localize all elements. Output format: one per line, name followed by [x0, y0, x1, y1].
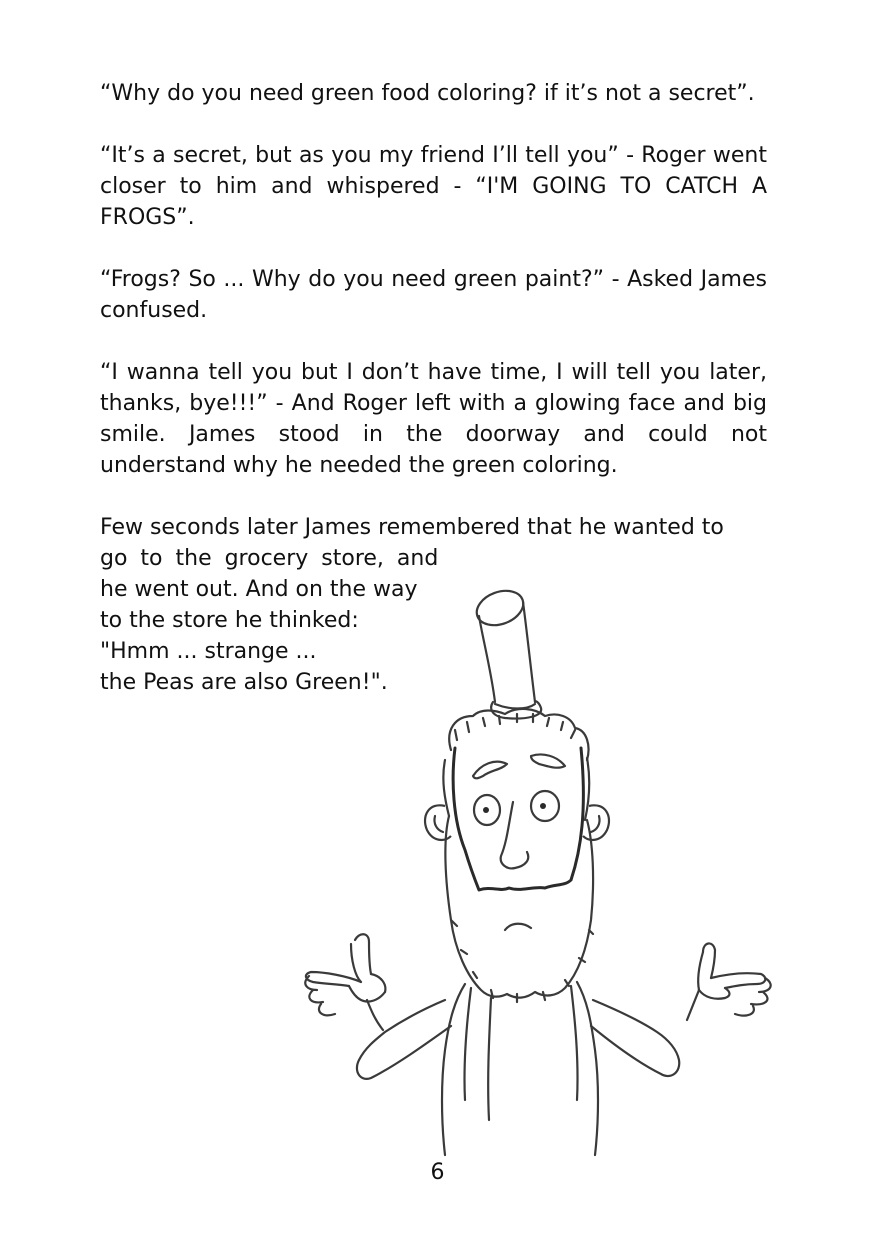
- beard-icon: [445, 816, 593, 1002]
- body-icon: [442, 982, 598, 1155]
- wrapped-line: he went out. And on the way: [100, 577, 418, 602]
- paragraph: “Why do you need green food coloring? if it’s not a secret”.: [100, 81, 755, 106]
- paragraph-line: Few seconds later James remembered that he wanted to: [100, 515, 724, 540]
- mouth-icon: [505, 924, 531, 930]
- shrugging-man-drawing: [295, 580, 780, 1165]
- wrapped-line: to the store he thinked:: [100, 608, 359, 633]
- paragraph: “I wanna tell you but I don’t have time, I will tell you later, thanks, bye!!!” - And Roger left with a glowing face and big smile. James stood in the doorway and could not understand why he needed the green coloring.: [100, 360, 767, 478]
- face-outline: [453, 748, 583, 890]
- page-number: 6: [430, 1160, 445, 1185]
- bottle-icon: [472, 585, 541, 719]
- wrapped-line: go to the grocery store, and: [100, 546, 439, 571]
- right-hand-icon: [591, 943, 771, 1076]
- paragraph: “It’s a secret, but as you my friend I’ll tell you” - Roger went closer to him and whispered - “I'M GOING TO CATCH A FROGS”.: [100, 143, 767, 230]
- wrapped-line: the Peas are also Green!".: [100, 670, 388, 695]
- wrapped-line: "Hmm ... strange ...: [100, 639, 317, 664]
- nose-icon: [501, 802, 529, 868]
- shrugging-man-illustration: [295, 580, 780, 1165]
- eye-icon: [474, 791, 559, 825]
- eyebrow-icon: [473, 754, 565, 778]
- left-hand-icon: [305, 934, 451, 1079]
- head-icon: [443, 709, 589, 820]
- paragraph: “Frogs? So ... Why do you need green paint?” - Asked James confused.: [100, 267, 767, 323]
